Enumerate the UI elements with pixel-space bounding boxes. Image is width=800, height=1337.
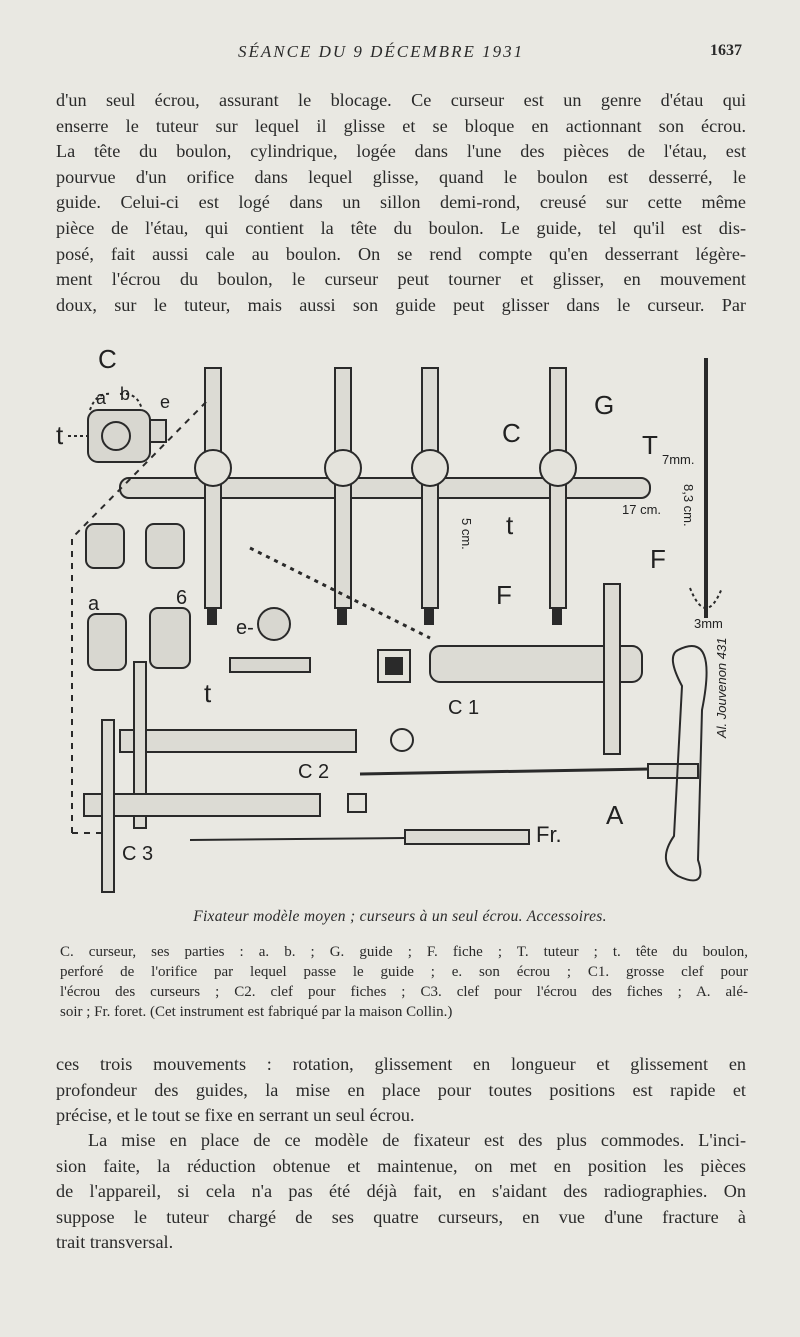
paragraph-bottom-2 (56, 1128, 746, 1256)
alesoir (360, 769, 650, 774)
legend-line: C. curseur, ses parties : a. b. ; G. guide ; F. fiche ; T. tuteur ; t. tête du boulon, (60, 944, 748, 960)
text-line: sion faite, la réduction obtenue et maintenue, on met en position les pièces (56, 1155, 746, 1176)
label-t: t (56, 420, 64, 450)
key-c2 (120, 730, 356, 752)
dim-5cm: 5 cm. (459, 518, 474, 550)
key-c3 (84, 794, 320, 816)
label-Fr: Fr. (536, 822, 562, 847)
fixator-figure (50, 338, 750, 903)
label-F2: F (650, 544, 666, 574)
text-line: La tête du boulon, cylindrique, logée dans l'une des pièces de l'étau, est (56, 141, 746, 162)
figure-caption: Fixateur modèle moyen ; curseurs à un seul écrou. Accessoires. (193, 908, 607, 925)
bolt-t (230, 658, 310, 672)
cursor-nut (150, 420, 166, 442)
legend-line: perforé de l'orifice par lequel passe le guide ; e. son écrou ; C1. grosse clef pour (60, 964, 748, 980)
label-F1: F (496, 580, 512, 610)
dim-17cm: 17 cm. (622, 502, 662, 517)
running-header (0, 42, 800, 64)
paragraph-bottom-1 (56, 1052, 746, 1129)
dim-83cm: 8,3 cm. (681, 484, 696, 527)
fixator-illustration (50, 338, 750, 903)
nut-e (258, 608, 290, 640)
label-C3: C 3 (122, 843, 154, 865)
label-a2: a (88, 593, 100, 615)
dim-3mm: 3mm (694, 616, 723, 631)
page-number: 1637 (710, 42, 742, 59)
label-t3: t (506, 510, 514, 540)
running-title: SÉANCE DU 9 DÉCEMBRE 1931 (238, 42, 525, 61)
text-line: profondeur des guides, la mise en place pour toutes positions est rapide et (56, 1079, 746, 1100)
text-line: guide. Celui-ci est logé dans un sillon demi-rond, creusé sur cette même (56, 192, 746, 213)
label-C2: C 2 (298, 761, 330, 783)
text-line: doux, sur le tuteur, mais aussi son guide peut glisser dans le curseur. Par (56, 294, 746, 315)
label-b: b (120, 384, 131, 404)
label-b2: 6 (176, 587, 188, 609)
text-line: pièce de l'étau, qui contient la tête du boulon. Le guide, tel qu'il est dis- (56, 217, 746, 238)
label-C-cursor: C (502, 418, 521, 448)
label-G: G (594, 390, 615, 420)
label-e: e (160, 392, 171, 412)
foret (190, 838, 405, 840)
text-line: précise, et le tout se fixe en serrant un seul écrou. (56, 1105, 415, 1126)
text-line: ment l'écrou du boulon, le curseur peut tourner et glisser, en mouvement (56, 269, 746, 290)
label-t2: t (204, 678, 212, 708)
dim-7mm: 7mm. (662, 452, 695, 467)
text-line: d'un seul écrou, assurant le blocage. Ce curseur est un genre d'étau qui (56, 90, 746, 110)
text-line: posé, fait aussi cale au boulon. On se rend compte qu'en desserrant légère- (56, 243, 746, 264)
text-line: pourvue d'un orifice dans lequel glisse, quand le boulon est desserré, le (56, 166, 746, 187)
figure-legend (60, 942, 748, 1022)
paragraph-top (56, 88, 746, 318)
text-line: enserre le tuteur sur lequel il glisse et se bloque en actionnant son écrou. (56, 115, 746, 136)
text-line: suppose le tuteur chargé de ses quatre curseurs, en vue d'une fracture à (56, 1206, 746, 1227)
legend-line: soir ; Fr. foret. (Cet instrument est fabriqué par la maison Collin.) (60, 1004, 453, 1020)
label-C: C (98, 344, 117, 374)
label-e2: e- (236, 617, 254, 639)
label-T: T (642, 430, 658, 460)
legend-line: l'écrou des curseurs ; C2. clef pour fiches ; C3. clef pour l'écrou des fiches ; A. alé- (60, 984, 748, 1000)
label-a: a (96, 388, 107, 408)
text-line: de l'appareil, si cela n'a pas été déjà fait, en s'aidant des radiographies. On (56, 1181, 746, 1202)
text-line: ces trois mouvements : rotation, glissement en longueur et glissement en (56, 1054, 746, 1074)
text-line: La mise en place de ce modèle de fixateur est des plus commodes. L'inci- (88, 1130, 746, 1150)
cursor-detail (88, 410, 150, 462)
text-line: trait transversal. (56, 1232, 174, 1253)
illustrator-signature: Al. Jouvenon 431 (714, 637, 729, 738)
label-A: A (606, 800, 624, 830)
label-C1: C 1 (448, 697, 480, 719)
